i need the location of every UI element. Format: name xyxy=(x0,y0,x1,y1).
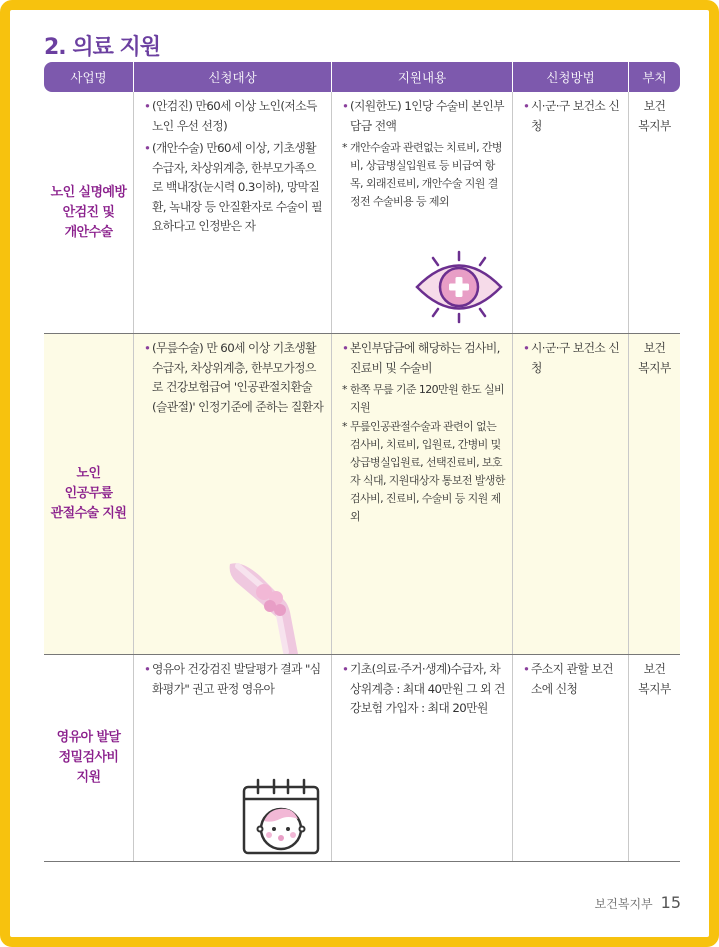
method-cell: • 주소지 관할 보건소에 신청 xyxy=(512,655,628,861)
page-footer xyxy=(595,893,681,912)
content-cell: • 본인부담금에 해당하는 검사비, 진료비 및 수술비 * 한쪽 무릎 기준 120만원 한도 실비 지원 * 무릎인공관절수술과 관련이 없는 검사비, 치료비, 입원료, 간병비 및 상급병실입원료, 선택진료비, 보호자 식대, 지원대상자 통보전 발생한 검사비, 진료비, 수술비 등 지원 제외 xyxy=(331,334,512,654)
knee-joint-icon xyxy=(226,556,310,654)
page-number: 15 xyxy=(660,893,681,912)
header-content: 지원내용 xyxy=(331,62,512,92)
table-row xyxy=(44,92,680,333)
table-bottom-line xyxy=(44,861,680,862)
baby-calendar-icon xyxy=(240,777,322,857)
program-name: 노인 실명예방 안검진 및 개안수술 xyxy=(50,184,127,240)
eye-plus-icon xyxy=(413,250,505,324)
target-cell: • (안검진) 만60세 이상 노인(저소득 노인 우선 선정) • (개안수술) 만60세 이상, 기초생활 수급자, 차상위계층, 한부모가족으로 백내장(눈시력 0.3이하), 망막질환, 녹내장 등 안질환자로 수술이 필요하다고 인정받은 자 xyxy=(133,92,331,333)
header-ministry: 부처 xyxy=(628,62,680,92)
table-row xyxy=(44,334,680,654)
footer-ministry-label: 보건복지부 xyxy=(594,897,653,911)
content-cell: • 기초(의료·주거·생계)수급자, 차상위계층 : 최대 40만원 그 외 건강보험 가입자 : 최대 20만원 xyxy=(331,655,512,861)
header-program: 사업명 xyxy=(44,62,133,92)
header-target: 신청대상 xyxy=(133,62,331,92)
program-name: 노인 인공무릎 관절수술 지원 xyxy=(50,466,127,521)
ministry-cell: 보건 복지부 xyxy=(628,655,680,861)
target-cell: • (무릎수술) 만 60세 이상 기초생활 수급자, 차상위계층, 한부모가정으로 건강보험급여 '인공관절치환술(슬관절)' 인정기준에 준하는 질환자 xyxy=(133,334,331,654)
ministry-cell: 보건 복지부 xyxy=(628,334,680,654)
method-cell: • 시·군·구 보건소 신청 xyxy=(512,92,628,333)
section-title: 2. 의료 지원 xyxy=(44,35,160,60)
content-cell: • (지원한도) 1인당 수술비 본인부담금 전액 * 개안수술과 관련없는 치료비, 간병비, 상급병실입원료 등 비급여 항목, 외래진료비, 개안수술 지원 결정전 수술비용 등 제외 xyxy=(331,92,512,333)
method-cell: • 시·군·구 보건소 신청 xyxy=(512,334,628,654)
ministry-cell: 보건 복지부 xyxy=(628,92,680,333)
table-row xyxy=(44,655,680,861)
header-method: 신청방법 xyxy=(512,62,628,92)
program-name: 영유아 발달 정밀검사비 지원 xyxy=(56,730,121,785)
target-cell: • 영유아 건강검진 발달평가 결과 "심화평가" 권고 판정 영유아 xyxy=(133,655,331,861)
